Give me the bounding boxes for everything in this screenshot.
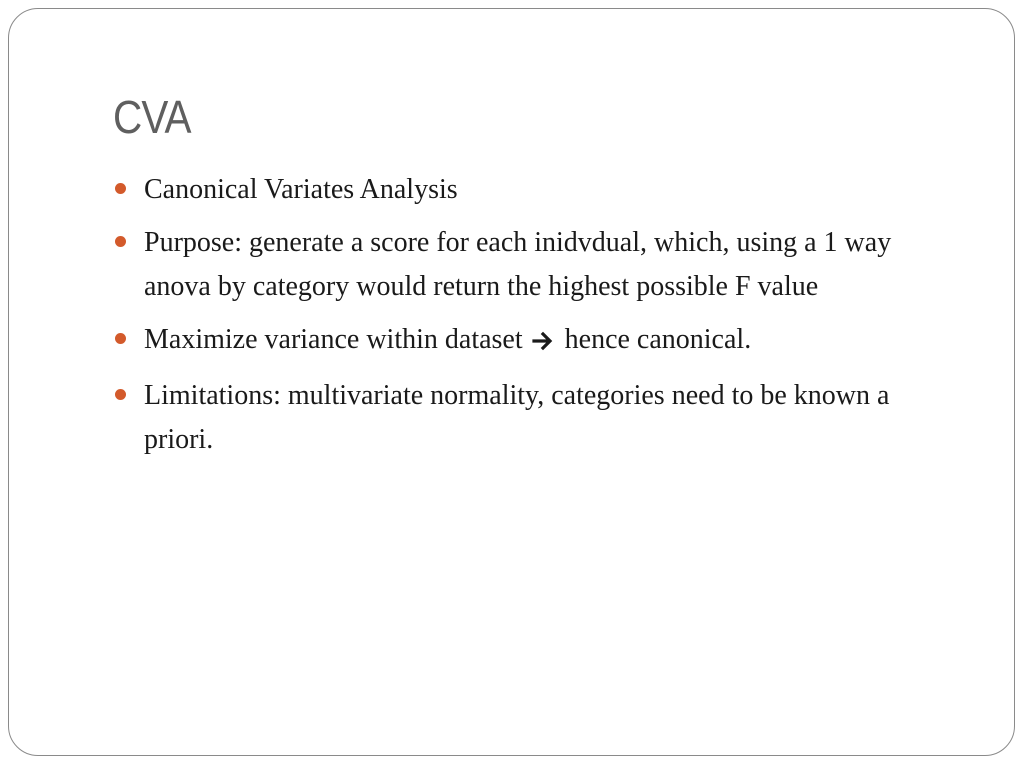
bullet-item [113, 374, 953, 462]
bullet-text: Canonical Variates Analysis [144, 174, 458, 205]
bullet-text: Limitations: multivariate normality, categories need to be known a priori. [144, 380, 890, 455]
bullet-dot-icon [115, 236, 126, 247]
bullet-dot-icon [115, 183, 126, 194]
right-arrow-icon [532, 321, 554, 365]
slide-title: CVA [113, 91, 191, 143]
bullet-dot-icon [115, 389, 126, 400]
bullet-item [113, 318, 953, 365]
bullet-text-after-arrow: hence canonical. [564, 324, 752, 355]
bullet-text: Purpose: generate a score for each inidvdual, which, using a 1 way anova by category would return the highest possible F value [144, 227, 892, 302]
bullet-item [113, 221, 953, 309]
bullet-dot-icon [115, 333, 126, 344]
bullet-item [113, 168, 953, 212]
bullet-text-before-arrow: Maximize variance within dataset [144, 324, 523, 355]
bullet-list [113, 168, 953, 471]
